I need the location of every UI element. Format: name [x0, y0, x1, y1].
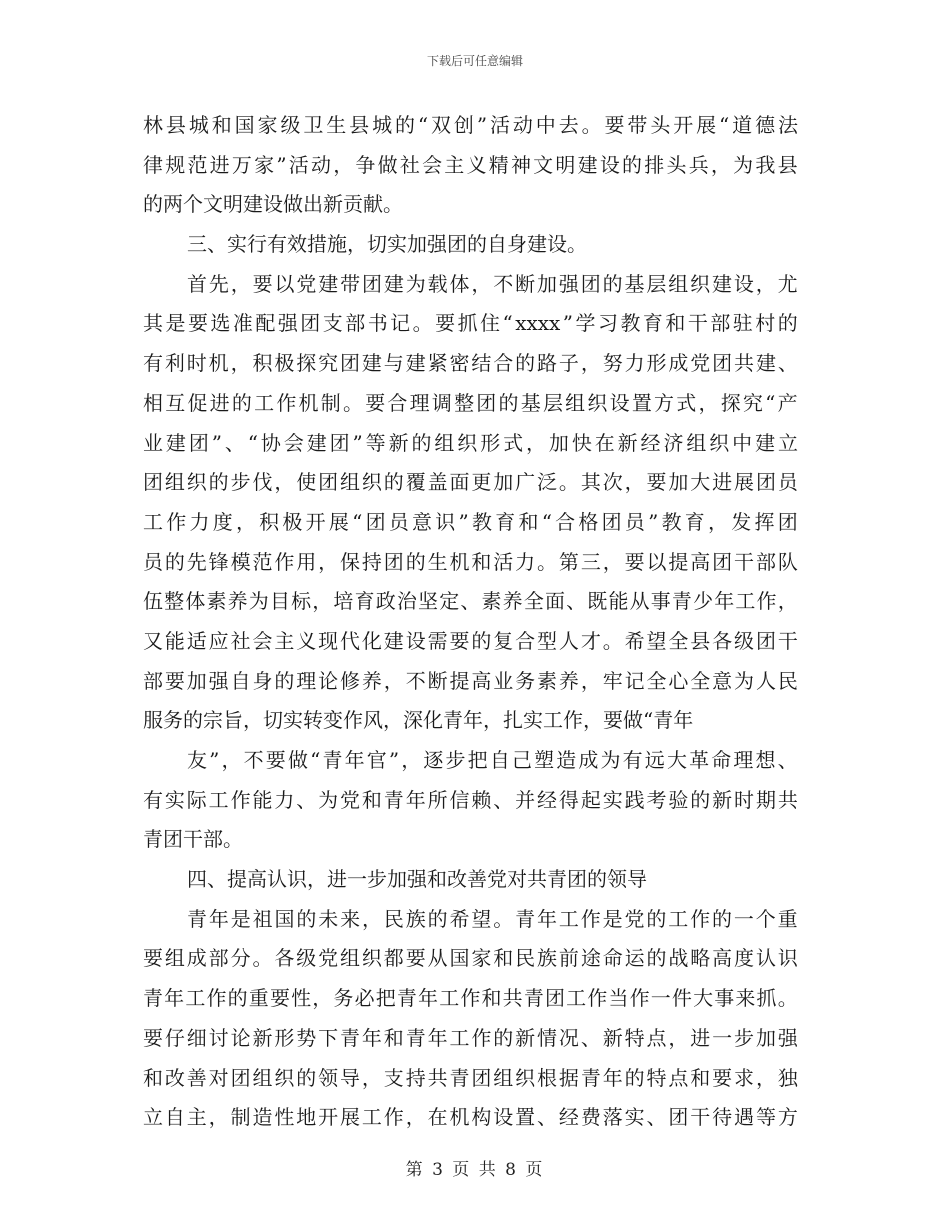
text-line: 友 ” ， 不 要 做 “ 青 年 官 ” ， 逐 步 把 自 己 塑 造 成 为 有 远 大 革 命 理 想 、	[187, 748, 798, 772]
text-line: 相 互 促 进 的 工 作 机 制 。 要 合 理 调 整 团 的 基 层 组 织 设 置 方 式 ， 探 究 “ 产	[143, 390, 798, 415]
text-line: 服务的宗旨，切实转变作风，深化青年，扎实工作，要做“青年	[143, 708, 694, 733]
text-line: 有 实 际 工 作 能 力 、 为 党 和 青 年 所 信 赖 、 并 经 得 起 实 践 考 验 的 新 时 期 共	[143, 787, 798, 812]
text-line: 青 年 工 作 的 重 要 性 ， 务 必 把 青 年 工 作 和 共 青 团 工 作 当 作 一 件 大 事 来 抓 。	[143, 986, 798, 1011]
text-line: 业 建 团 ” 、 “ 协 会 建 团 ” 等 新 的 组 织 形 式 ， 加 快 在 新 经 济 组 织 中 建 立	[143, 430, 798, 455]
text-line: 要 仔 细 讨 论 新 形 势 下 青 年 和 青 年 工 作 的 新 情 况 、 新 特 点 ， 进 一 步 加 强	[143, 1025, 798, 1050]
text-line: 又 能 适 应 社 会 主 义 现 代 化 建 设 需 要 的 复 合 型 人 才 。 希 望 全 县 各 级 团 干	[143, 628, 798, 653]
text-line: 其 是 要 选 准 配 强 团 支 部 书 记 。 要 抓 住 “ xxxx ” 学 习 教 育 和 干 部 驻 村 的	[143, 311, 798, 336]
text-line: 部 要 加 强 自 身 的 理 论 修 养 ， 不 断 提 高 业 务 素 养 ， 牢 记 全 心 全 意 为 人 民	[143, 668, 798, 693]
text-line: 工 作 力 度 ， 积 极 开 展 “ 团 员 意 识 ” 教 育 和 “ 合 格 团 员 ” 教 育 ， 发 挥 团	[143, 509, 798, 534]
text-line: 三、实行有效措施，切实加强团的自身建设。	[187, 232, 587, 257]
text-line: 的两个文明建设做出新贡献。	[143, 192, 403, 217]
text-line: 林 县 城 和 国 家 级 卫 生 县 城 的 “ 双 创 ” 活 动 中 去 。 要 带 头 开 展 “ 道 德 法	[143, 113, 798, 137]
text-line: 四、提高认识，进一步加强和改善党对共青团的领导	[187, 867, 647, 892]
text-line: 立 自 主 ， 制 造 性 地 开 展 工 作 ， 在 机 构 设 置 、 经 费 落 实 、 团 干 待 遇 等 方	[143, 1105, 798, 1130]
text-line: 律 规 范 进 万 家 ” 活 动 ， 争 做 社 会 主 义 精 神 文 明 建 设 的 排 头 兵 ， 为 我 县	[143, 152, 798, 177]
text-line: 首 先 ， 要 以 党 建 带 团 建 为 载 体 ， 不 断 加 强 团 的 基 层 组 织 建 设 ， 尤	[187, 271, 798, 296]
text-line: 青团干部。	[143, 827, 243, 852]
text-line: 团 组 织 的 步 伐 ， 使 团 组 织 的 覆 盖 面 更 加 广 泛 。 其 次 ， 要 加 大 进 展 团 员	[143, 470, 798, 495]
text-line: 有 利 时 机 ， 积 极 探 究 团 建 与 建 紧 密 结 合 的 路 子 ， 努 力 形 成 党 团 共 建 、	[143, 351, 798, 376]
text-line: 青 年 是 祖 国 的 未 来 ， 民 族 的 希 望 。 青 年 工 作 是 党 的 工 作 的 一 个 重	[187, 906, 798, 931]
page-header: 下载后可任意编辑	[426, 54, 523, 68]
text-line: 伍 整 体 素 养 为 目 标 ， 培 育 政 治 坚 定 、 素 养 全 面 、 既 能 从 事 青 少 年 工 作 ，	[143, 589, 798, 614]
page-footer: 第 3 页 共 8 页	[405, 1160, 545, 1180]
document-body	[143, 106, 798, 1138]
text-line: 员 的 先 锋 模 范 作 用 ， 保 持 团 的 生 机 和 活 力 。 第 三 ， 要 以 提 高 团 干 部 队	[143, 549, 798, 574]
text-line: 和 改 善 对 团 组 织 的 领 导 ， 支 持 共 青 团 组 织 根 据 青 年 的 特 点 和 要 求 ， 独	[143, 1065, 798, 1090]
text-line: 要 组 成 部 分 。 各 级 党 组 织 都 要 从 国 家 和 民 族 前 途 命 运 的 战 略 高 度 认 识	[143, 946, 798, 971]
